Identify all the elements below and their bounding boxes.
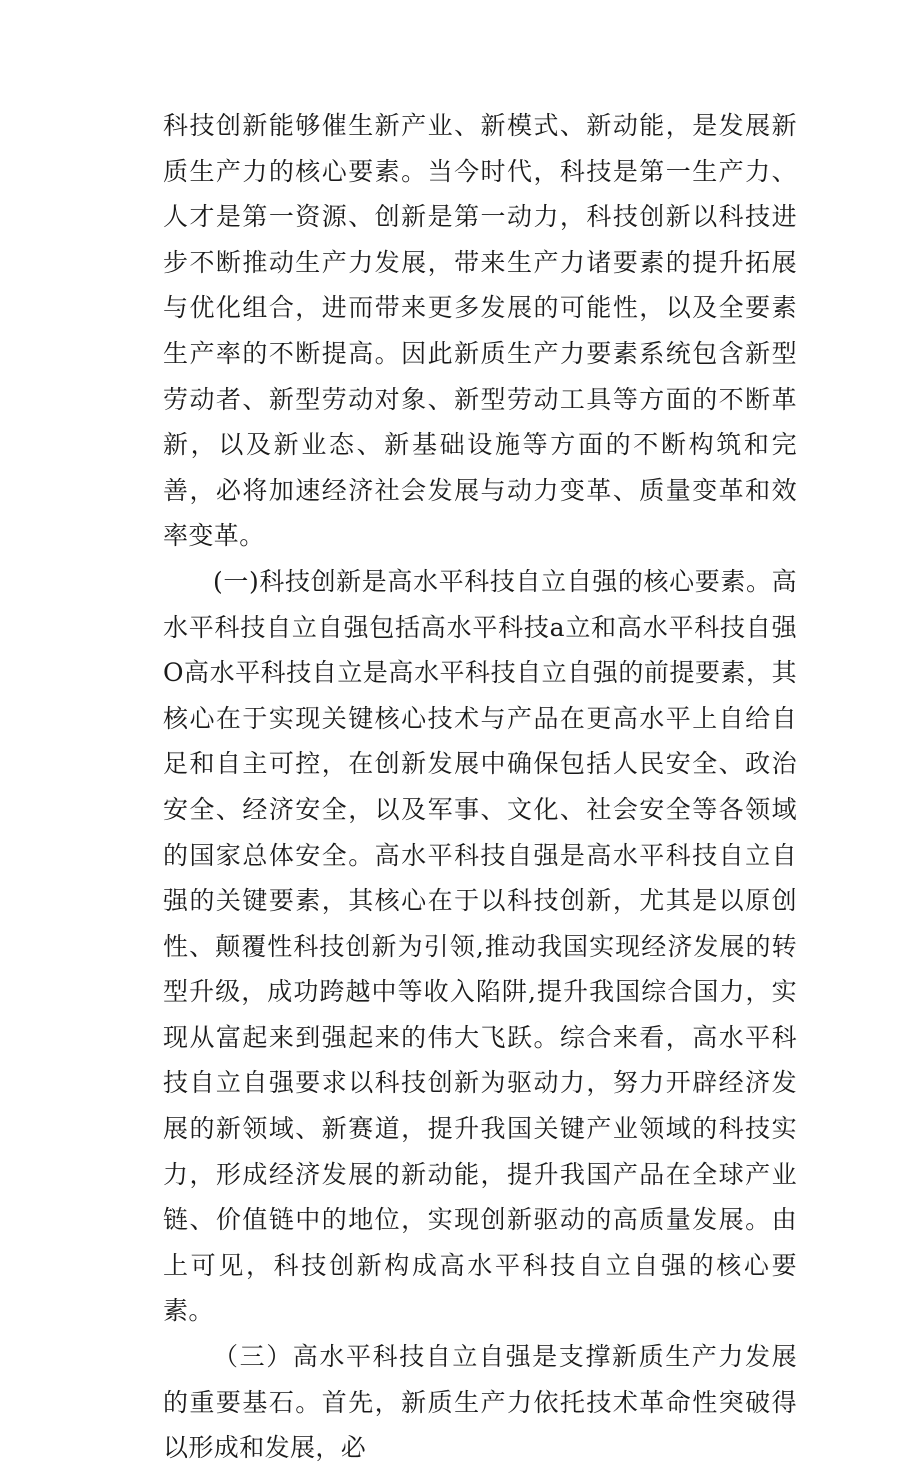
- paragraph-2: (一)科技创新是高水平科技自立自强的核心要素。高水平科技自立自强包括高水平科技a立和高水平科技自强O高水平科技自立是高水平科技自立自强的前提要素，其核心在于实现关键核心技术与产品在更高水平上自给自足和自主可控，在创新发展中确保包括人民安全、政治安全、经济安全，以及军事、文化、社会安全等各领域的国家总体安全。高水平科技自强是高水平科技自立自强的关键要素，其核心在于以科技创新，尤其是以原创性、颠覆性科技创新为引领,推动我国实现经济发展的转型升级，成功跨越中等收入陷阱,提升我国综合国力，实现从富起来到强起来的伟大飞跃。综合来看，高水平科技自立自强要求以科技创新为驱动力，努力开辟经济发展的新领域、新赛道，提升我国关键产业领域的科技实力，形成经济发展的新动能，提升我国产品在全球产业链、价值链中的地位，实现创新驱动的高质量发展。由上可见，科技创新构成高水平科技自立自强的核心要素。: [163, 566, 797, 1326]
- paragraph-3: （三）高水平科技自立自强是支撑新质生产力发展的重要基石。首先，新质生产力依托技术革命性突破得以形成和发展，必: [163, 1342, 797, 1463]
- document-body: [163, 103, 797, 1471]
- paragraph-1: 科技创新能够催生新产业、新模式、新动能，是发展新质生产力的核心要素。当今时代，科技是第一生产力、人才是第一资源、创新是第一动力，科技创新以科技进步不断推动生产力发展，带来生产力诸要素的提升拓展与优化组合，进而带来更多发展的可能性，以及全要素生产率的不断提高。因此新质生产力要素系统包含新型劳动者、新型劳动对象、新型劳动工具等方面的不断革新，以及新业态、新基础设施等方面的不断构筑和完善，必将加速经济社会发展与动力变革、质量变革和效率变革。: [163, 111, 797, 551]
